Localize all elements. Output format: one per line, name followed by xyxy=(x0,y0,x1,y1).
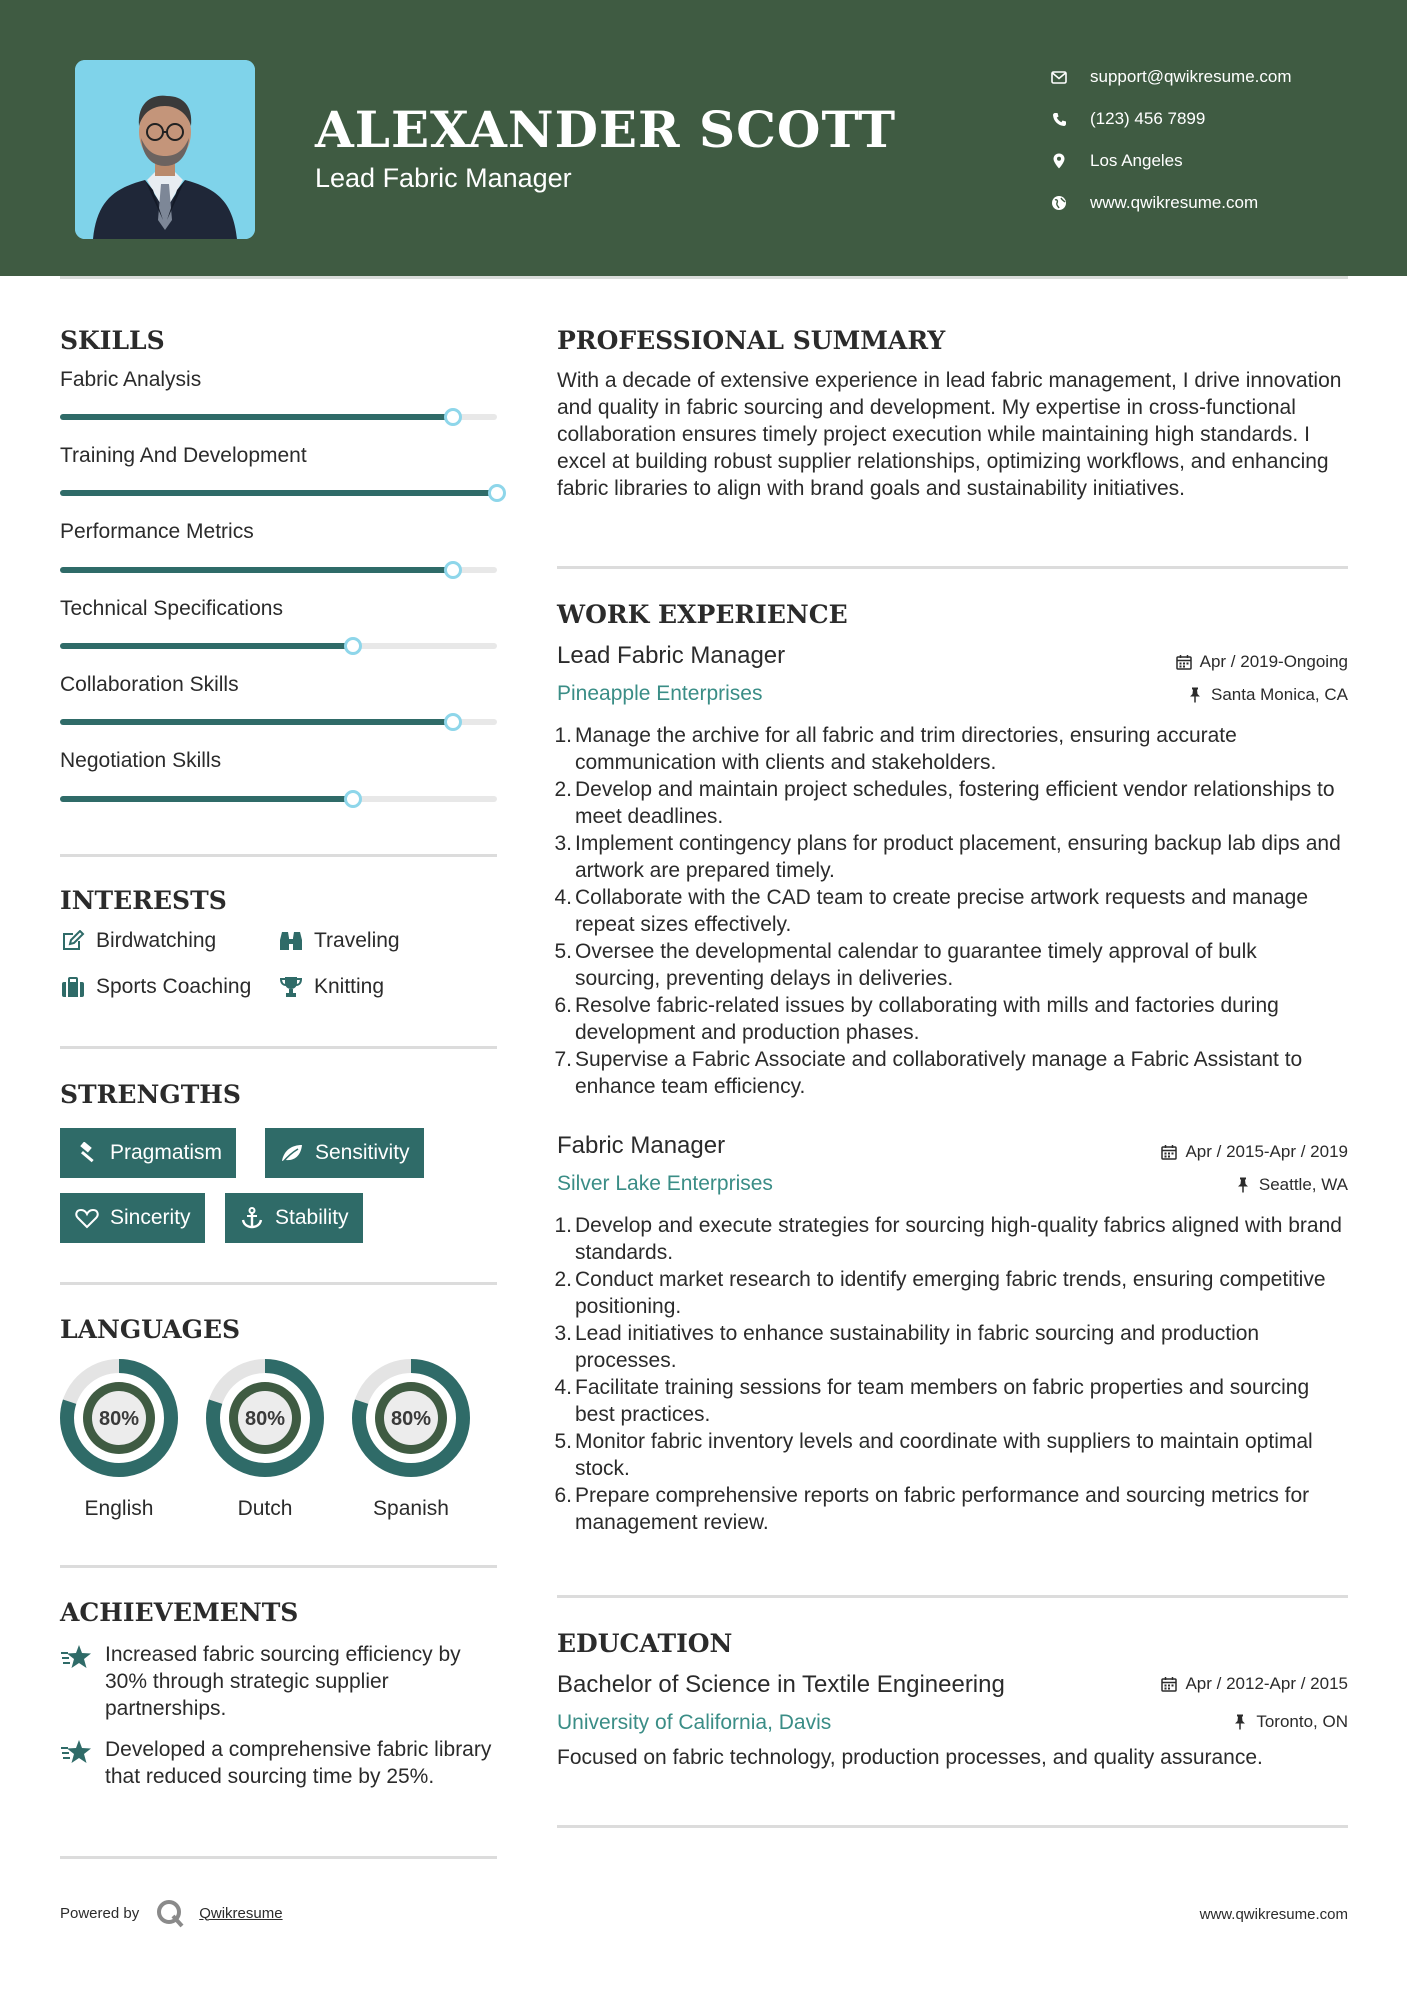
strength-badge xyxy=(225,1193,363,1243)
duty-item: 1. Manage the archive for all fabric and trim directories, ensuring accurate communication with clients and stakeholders. xyxy=(554,724,1237,774)
education-dates xyxy=(1160,1674,1348,1694)
language-item xyxy=(58,1357,180,1520)
summary-text: With a decade of extensive experience in lead fabric management, I drive innovation and quality in fabric sourcing and development. My expertise in cross-functional collaboration ensures timely project execution while maintaining high standards. I excel at building robust supplier relationships, optimizing workflows, and enhancing fabric libraries to align with brand goals and sustainability initiatives. xyxy=(557,369,1342,500)
section-divider xyxy=(60,1565,497,1568)
strength-label: Pragmatism xyxy=(110,1141,223,1164)
language-ring xyxy=(204,1357,326,1479)
skill-bar-fill xyxy=(60,414,453,420)
skill-bar xyxy=(60,490,497,496)
strength-badge xyxy=(60,1193,205,1243)
language-item xyxy=(204,1357,326,1520)
skill-bar xyxy=(60,643,497,649)
skill-bar xyxy=(60,719,497,725)
duty-item: 3. Lead initiatives to enhance sustainability in fabric sourcing and production processes. xyxy=(554,1322,1260,1372)
candidate-name: ALEXANDER SCOTT xyxy=(315,100,897,159)
contact-website[interactable] xyxy=(1050,182,1292,224)
achievement-text: Developed a comprehensive fabric library that reduced sourcing time by 25%. xyxy=(105,1738,492,1788)
duty-text: Monitor fabric inventory levels and coordinate with suppliers to maintain optimal stock. xyxy=(575,1430,1313,1480)
resume-header xyxy=(0,0,1407,276)
binoculars-icon xyxy=(278,929,304,953)
job-dates xyxy=(1175,652,1348,672)
education-description: Focused on fabric technology, production processes, and quality assurance. xyxy=(557,1746,1263,1769)
company-name: Pineapple Enterprises xyxy=(557,682,763,705)
pencil-square-icon xyxy=(60,929,86,953)
skill-label: Training And Development xyxy=(60,444,307,467)
interest-label: Birdwatching xyxy=(96,929,217,952)
contact-phone-text: (123) 456 7899 xyxy=(1090,109,1206,128)
skill-bar xyxy=(60,567,497,573)
globe-icon xyxy=(1050,194,1068,212)
job-location-text: Santa Monica, CA xyxy=(1210,685,1348,704)
languages-heading: LANGUAGES xyxy=(60,1315,241,1344)
job-dates-text: Apr / 2019-Ongoing xyxy=(1199,652,1348,671)
interest-item xyxy=(60,929,216,953)
interest-item xyxy=(60,975,251,999)
skill-bar-fill xyxy=(60,719,453,725)
gavel-icon xyxy=(74,1141,100,1165)
envelope-icon xyxy=(1050,68,1068,86)
duty-text: Facilitate training sessions for team members on fabric properties and sourcing best practices. xyxy=(575,1376,1310,1426)
language-name: Spanish xyxy=(373,1497,449,1520)
duty-item: 4. Facilitate training sessions for team members on fabric properties and sourcing best practices. xyxy=(554,1376,1310,1426)
strength-label: Sincerity xyxy=(110,1206,191,1229)
skill-label: Fabric Analysis xyxy=(60,368,202,391)
duty-item: 6. Resolve fabric-related issues by collaborating with mills and factories during development and production phases. xyxy=(554,994,1279,1044)
section-divider xyxy=(557,1825,1348,1828)
section-divider xyxy=(557,1595,1348,1598)
skill-label: Technical Specifications xyxy=(60,597,283,620)
achievement-text: Increased fabric sourcing efficiency by 30% through strategic supplier partnerships. xyxy=(105,1643,461,1720)
skill-label: Performance Metrics xyxy=(60,520,254,543)
education-location-text: Toronto, ON xyxy=(1256,1712,1348,1731)
job-dates-text: Apr / 2015-Apr / 2019 xyxy=(1185,1142,1348,1161)
language-item xyxy=(350,1357,472,1520)
star-award-icon xyxy=(60,1644,92,1670)
contact-location-text: Los Angeles xyxy=(1090,151,1183,170)
job-duties xyxy=(554,722,1347,1100)
skills-heading: SKILLS xyxy=(60,326,165,355)
calendar-icon xyxy=(1160,1143,1178,1161)
pushpin-icon xyxy=(1186,686,1204,704)
section-divider xyxy=(557,566,1348,569)
duty-text: Resolve fabric-related issues by collaborating with mills and factories during development and production phases. xyxy=(575,994,1279,1044)
section-divider xyxy=(60,854,497,857)
contact-location xyxy=(1050,140,1292,182)
skill-bar-knob xyxy=(444,713,462,731)
duty-text: Collaborate with the CAD team to create precise artwork requests and manage repeat sizes effectively. xyxy=(575,886,1309,936)
duty-text: Conduct market research to identify emerging fabric trends, ensuring competitive positioning. xyxy=(575,1268,1326,1318)
contact-email-text: support@qwikresume.com xyxy=(1090,67,1292,86)
duty-item: 6. Prepare comprehensive reports on fabric performance and sourcing metrics for management review. xyxy=(554,1484,1310,1534)
skill-bar-fill xyxy=(60,490,497,496)
contact-list xyxy=(1050,56,1292,224)
language-percent: 80% xyxy=(98,1408,140,1430)
skill-label: Collaboration Skills xyxy=(60,673,239,696)
strength-label: Stability xyxy=(275,1206,349,1229)
section-divider xyxy=(60,1282,497,1285)
briefcase-icon xyxy=(60,975,86,999)
achievement-item xyxy=(60,1641,500,1722)
pushpin-icon xyxy=(1231,1713,1249,1731)
interests-heading: INTERESTS xyxy=(60,886,227,915)
job-location xyxy=(1186,685,1348,705)
contact-email[interactable] xyxy=(1050,56,1292,98)
job-location xyxy=(1234,1175,1348,1195)
duty-text: Develop and execute strategies for sourcing high-quality fabrics aligned with brand standards. xyxy=(575,1214,1342,1264)
strength-label: Sensitivity xyxy=(315,1141,410,1164)
duty-text: Manage the archive for all fabric and trim directories, ensuring accurate communication with clients and stakeholders. xyxy=(575,724,1237,774)
experience-heading: WORK EXPERIENCE xyxy=(557,600,848,629)
language-ring xyxy=(58,1357,180,1479)
contact-website-text: www.qwikresume.com xyxy=(1090,193,1259,212)
duty-item: 4. Collaborate with the CAD team to create precise artwork requests and manage repeat sizes effectively. xyxy=(554,886,1309,936)
duty-item: 2. Conduct market research to identify emerging fabric trends, ensuring competitive positioning. xyxy=(554,1268,1326,1318)
profile-photo xyxy=(75,60,255,239)
education-dates-text: Apr / 2012-Apr / 2015 xyxy=(1185,1674,1348,1693)
duty-item: 5. Monitor fabric inventory levels and coordinate with suppliers to maintain optimal stock. xyxy=(554,1430,1313,1480)
education-heading: EDUCATION xyxy=(557,1629,733,1658)
interest-item xyxy=(278,975,384,999)
job-dates xyxy=(1160,1142,1348,1162)
interest-label: Sports Coaching xyxy=(96,975,252,998)
duty-item: 5. Oversee the developmental calendar to guarantee timely approval of bulk sourcing, preventing delays in deliveries. xyxy=(554,940,1257,990)
language-percent: 80% xyxy=(390,1408,432,1430)
calendar-icon xyxy=(1160,1675,1178,1693)
contact-phone[interactable] xyxy=(1050,98,1292,140)
job-title: Fabric Manager xyxy=(557,1132,726,1159)
achievement-item xyxy=(60,1736,500,1790)
skill-bar-knob xyxy=(344,637,362,655)
skill-bar-knob xyxy=(488,484,506,502)
school-name: University of California, Davis xyxy=(557,1711,832,1734)
pushpin-icon xyxy=(1234,1176,1252,1194)
duty-item: 7. Supervise a Fabric Associate and collaboratively manage a Fabric Assistant to enhance team efficiency. xyxy=(554,1048,1303,1098)
footer-website-link[interactable]: www.qwikresume.com xyxy=(1199,1906,1348,1923)
phone-icon xyxy=(1050,110,1068,128)
skill-bar-fill xyxy=(60,567,453,573)
duty-text: Prepare comprehensive reports on fabric performance and sourcing metrics for management review. xyxy=(575,1484,1310,1534)
header-divider xyxy=(60,276,1348,279)
duty-text: Implement contingency plans for product placement, ensuring backup lab dips and artwork are prepared timely. xyxy=(575,832,1341,882)
powered-by-text: Powered by xyxy=(60,1904,140,1922)
interest-item xyxy=(278,929,400,953)
strengths-heading: STRENGTHS xyxy=(60,1080,241,1109)
heart-icon xyxy=(74,1206,100,1230)
section-divider xyxy=(60,1046,497,1049)
summary-heading: PROFESSIONAL SUMMARY xyxy=(557,326,946,355)
company-name: Silver Lake Enterprises xyxy=(557,1172,773,1195)
education-location xyxy=(1231,1712,1348,1732)
qwikresume-link[interactable]: Qwikresume xyxy=(199,1904,283,1922)
qwikresume-logo-icon xyxy=(155,1898,185,1928)
star-award-icon xyxy=(60,1739,92,1765)
skill-bar xyxy=(60,414,497,420)
skill-label: Negotiation Skills xyxy=(60,749,222,772)
leaf-icon xyxy=(279,1141,305,1165)
interest-label: Traveling xyxy=(314,929,400,952)
interest-label: Knitting xyxy=(314,975,385,998)
job-title: Lead Fabric Manager xyxy=(557,642,786,669)
skill-bar-fill xyxy=(60,643,353,649)
achievements-heading: ACHIEVEMENTS xyxy=(60,1598,299,1627)
duty-item: 2. Develop and maintain project schedules, fostering efficient vendor relationships to meet deadlines. xyxy=(554,778,1335,828)
duty-text: Oversee the developmental calendar to guarantee timely approval of bulk sourcing, preventing delays in deliveries. xyxy=(575,940,1257,990)
skill-bar-fill xyxy=(60,796,353,802)
job-location-text: Seattle, WA xyxy=(1258,1175,1348,1194)
skill-bar-knob xyxy=(444,408,462,426)
strength-badge xyxy=(60,1128,236,1178)
language-name: Dutch xyxy=(237,1497,293,1520)
duty-text: Lead initiatives to enhance sustainability in fabric sourcing and production processes. xyxy=(575,1322,1260,1372)
section-divider xyxy=(60,1856,497,1859)
candidate-title: Lead Fabric Manager xyxy=(315,163,572,193)
language-ring xyxy=(350,1357,472,1479)
degree-title: Bachelor of Science in Textile Engineering xyxy=(557,1671,1005,1698)
language-percent: 80% xyxy=(244,1408,286,1430)
trophy-icon xyxy=(278,975,304,999)
strength-badge xyxy=(265,1128,424,1178)
footer-powered-by xyxy=(60,1898,283,1928)
skill-bar-knob xyxy=(444,561,462,579)
skill-bar xyxy=(60,796,497,802)
duty-item: 3. Implement contingency plans for product placement, ensuring backup lab dips and artwork are prepared timely. xyxy=(554,832,1341,882)
calendar-icon xyxy=(1175,653,1193,671)
language-name: English xyxy=(84,1497,154,1520)
skill-bar-knob xyxy=(344,790,362,808)
map-pin-icon xyxy=(1050,152,1068,170)
duty-text: Supervise a Fabric Associate and collaboratively manage a Fabric Assistant to enhance team efficiency. xyxy=(575,1048,1303,1098)
duty-text: Develop and maintain project schedules, fostering efficient vendor relationships to meet deadlines. xyxy=(575,778,1335,828)
job-duties xyxy=(554,1212,1347,1536)
anchor-icon xyxy=(239,1206,265,1230)
duty-item: 1. Develop and execute strategies for sourcing high-quality fabrics aligned with brand standards. xyxy=(554,1214,1342,1264)
